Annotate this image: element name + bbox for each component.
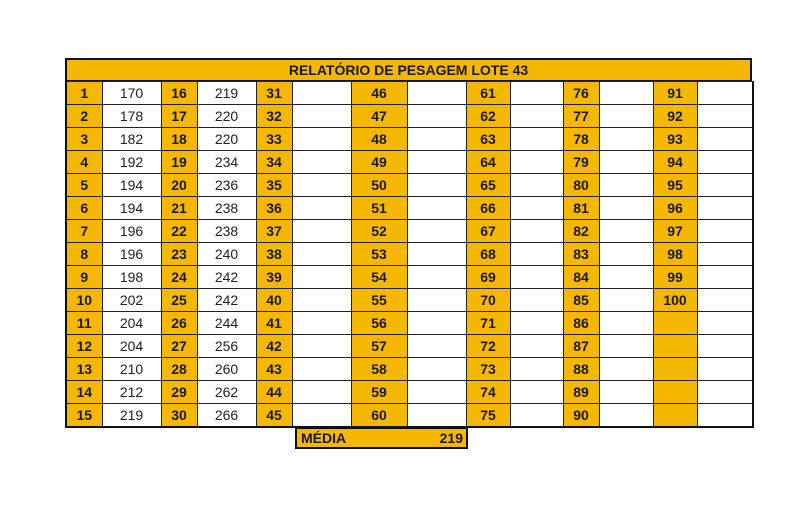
weight-value-cell[interactable]: 196 — [102, 220, 161, 243]
weight-value-cell[interactable] — [407, 151, 466, 174]
weight-value-cell[interactable] — [697, 105, 753, 128]
weight-value-cell[interactable] — [407, 105, 466, 128]
weight-value-cell[interactable] — [599, 82, 653, 105]
animal-number-cell: 85 — [563, 289, 599, 312]
animal-number-cell: 76 — [563, 82, 599, 105]
animal-number-cell: 66 — [466, 197, 510, 220]
animal-number-cell: 89 — [563, 381, 599, 404]
animal-number-cell: 2 — [66, 105, 102, 128]
weight-value-cell[interactable]: 242 — [197, 266, 256, 289]
animal-number-cell: 3 — [66, 128, 102, 151]
animal-number-cell: 54 — [351, 266, 407, 289]
weight-value-cell[interactable] — [292, 312, 351, 335]
animal-number-cell: 28 — [161, 358, 197, 381]
animal-number-cell: 19 — [161, 151, 197, 174]
animal-number-cell: 23 — [161, 243, 197, 266]
weight-value-cell[interactable] — [599, 151, 653, 174]
weight-value-cell[interactable] — [292, 220, 351, 243]
animal-number-cell: 17 — [161, 105, 197, 128]
weight-value-cell[interactable] — [697, 174, 753, 197]
animal-number-cell: 56 — [351, 312, 407, 335]
animal-number-cell: 37 — [256, 220, 292, 243]
weight-value-cell[interactable] — [599, 381, 653, 404]
animal-number-cell: 74 — [466, 381, 510, 404]
weight-value-cell[interactable] — [407, 358, 466, 381]
weight-value-cell[interactable]: 256 — [197, 335, 256, 358]
animal-number-cell: 21 — [161, 197, 197, 220]
animal-number-cell: 15 — [66, 404, 102, 428]
animal-number-cell: 31 — [256, 82, 292, 105]
animal-number-cell: 70 — [466, 289, 510, 312]
weight-value-cell[interactable] — [599, 312, 653, 335]
weight-value-cell[interactable] — [292, 82, 351, 105]
weight-value-cell[interactable] — [599, 243, 653, 266]
weight-value-cell[interactable] — [510, 220, 563, 243]
weight-value-cell[interactable] — [292, 358, 351, 381]
animal-number-cell: 24 — [161, 266, 197, 289]
animal-number-cell: 99 — [653, 266, 697, 289]
animal-number-cell: 77 — [563, 105, 599, 128]
animal-number-cell: 78 — [563, 128, 599, 151]
weight-value-cell[interactable]: 234 — [197, 151, 256, 174]
animal-number-cell: 96 — [653, 197, 697, 220]
average-summary-box — [295, 427, 468, 449]
animal-number-cell: 97 — [653, 220, 697, 243]
weight-value-cell[interactable] — [292, 404, 351, 428]
weight-value-cell[interactable] — [697, 312, 753, 335]
animal-number-cell: 68 — [466, 243, 510, 266]
table-row — [66, 197, 753, 220]
animal-number-cell: 32 — [256, 105, 292, 128]
weight-value-cell[interactable] — [599, 105, 653, 128]
animal-number-cell: 14 — [66, 381, 102, 404]
weight-value-cell[interactable] — [510, 151, 563, 174]
animal-number-cell: 4 — [66, 151, 102, 174]
weight-value-cell[interactable] — [599, 335, 653, 358]
animal-number-cell: 93 — [653, 128, 697, 151]
animal-number-cell: 82 — [563, 220, 599, 243]
weight-value-cell[interactable] — [599, 197, 653, 220]
animal-number-cell: 52 — [351, 220, 407, 243]
animal-number-cell: 45 — [256, 404, 292, 428]
animal-number-cell: 18 — [161, 128, 197, 151]
animal-number-cell — [653, 312, 697, 335]
weight-value-cell[interactable] — [407, 266, 466, 289]
animal-number-cell: 61 — [466, 82, 510, 105]
animal-number-cell: 25 — [161, 289, 197, 312]
animal-number-cell: 87 — [563, 335, 599, 358]
weight-value-cell[interactable] — [697, 381, 753, 404]
weight-value-cell[interactable]: 170 — [102, 82, 161, 105]
animal-number-cell: 75 — [466, 404, 510, 428]
animal-number-cell: 11 — [66, 312, 102, 335]
animal-number-cell: 67 — [466, 220, 510, 243]
animal-number-cell: 10 — [66, 289, 102, 312]
table-row — [66, 289, 753, 312]
weight-value-cell[interactable]: 260 — [197, 358, 256, 381]
weight-value-cell[interactable] — [292, 174, 351, 197]
table-row — [66, 151, 753, 174]
weight-value-cell[interactable] — [697, 404, 753, 428]
weight-value-cell[interactable] — [292, 266, 351, 289]
weight-value-cell[interactable] — [292, 105, 351, 128]
table-row — [66, 128, 753, 151]
weight-value-cell[interactable] — [407, 243, 466, 266]
weight-value-cell[interactable] — [599, 404, 653, 428]
animal-number-cell: 53 — [351, 243, 407, 266]
table-row — [66, 312, 753, 335]
animal-number-cell: 73 — [466, 358, 510, 381]
weighing-grid — [65, 81, 754, 428]
weight-value-cell[interactable] — [407, 312, 466, 335]
weight-value-cell[interactable] — [407, 197, 466, 220]
weight-value-cell[interactable] — [599, 289, 653, 312]
animal-number-cell: 39 — [256, 266, 292, 289]
weight-value-cell[interactable] — [510, 358, 563, 381]
weight-value-cell[interactable]: 194 — [102, 197, 161, 220]
weight-value-cell[interactable] — [697, 197, 753, 220]
average-label: MÉDIA — [301, 430, 347, 446]
weight-value-cell[interactable] — [697, 358, 753, 381]
weight-value-cell[interactable] — [407, 289, 466, 312]
weight-value-cell[interactable] — [697, 266, 753, 289]
animal-number-cell: 40 — [256, 289, 292, 312]
weight-value-cell[interactable] — [510, 381, 563, 404]
animal-number-cell: 90 — [563, 404, 599, 428]
weight-value-cell[interactable] — [697, 128, 753, 151]
animal-number-cell — [653, 335, 697, 358]
weight-value-cell[interactable] — [407, 404, 466, 428]
weight-value-cell[interactable] — [697, 289, 753, 312]
animal-number-cell: 59 — [351, 381, 407, 404]
table-row — [66, 82, 753, 105]
weight-value-cell[interactable]: 178 — [102, 105, 161, 128]
animal-number-cell — [653, 358, 697, 381]
animal-number-cell: 13 — [66, 358, 102, 381]
table-row — [66, 358, 753, 381]
animal-number-cell: 12 — [66, 335, 102, 358]
weight-value-cell[interactable] — [510, 197, 563, 220]
weight-value-cell[interactable]: 198 — [102, 266, 161, 289]
weight-value-cell[interactable] — [510, 312, 563, 335]
animal-number-cell: 86 — [563, 312, 599, 335]
weight-value-cell[interactable] — [292, 289, 351, 312]
weight-value-cell[interactable]: 202 — [102, 289, 161, 312]
table-row — [66, 266, 753, 289]
weighing-report-sheet — [65, 58, 752, 428]
animal-number-cell: 92 — [653, 105, 697, 128]
animal-number-cell: 55 — [351, 289, 407, 312]
weight-value-cell[interactable] — [292, 151, 351, 174]
animal-number-cell: 81 — [563, 197, 599, 220]
animal-number-cell: 27 — [161, 335, 197, 358]
animal-number-cell: 47 — [351, 105, 407, 128]
animal-number-cell: 34 — [256, 151, 292, 174]
animal-number-cell: 38 — [256, 243, 292, 266]
animal-number-cell: 5 — [66, 174, 102, 197]
animal-number-cell: 51 — [351, 197, 407, 220]
animal-number-cell: 91 — [653, 82, 697, 105]
animal-number-cell: 16 — [161, 82, 197, 105]
weight-value-cell[interactable] — [407, 335, 466, 358]
weight-value-cell[interactable]: 204 — [102, 335, 161, 358]
weight-value-cell[interactable] — [292, 128, 351, 151]
weight-value-cell[interactable]: 182 — [102, 128, 161, 151]
table-row — [66, 335, 753, 358]
weight-value-cell[interactable]: 220 — [197, 128, 256, 151]
weight-value-cell[interactable] — [407, 174, 466, 197]
animal-number-cell: 33 — [256, 128, 292, 151]
animal-number-cell: 49 — [351, 151, 407, 174]
report-title: RELATÓRIO DE PESAGEM LOTE 43 — [65, 58, 752, 81]
animal-number-cell: 62 — [466, 105, 510, 128]
weight-value-cell[interactable] — [292, 243, 351, 266]
weight-value-cell[interactable] — [510, 335, 563, 358]
weight-value-cell[interactable] — [599, 358, 653, 381]
weight-value-cell[interactable]: 238 — [197, 220, 256, 243]
animal-number-cell: 71 — [466, 312, 510, 335]
weight-value-cell[interactable] — [292, 197, 351, 220]
weight-value-cell[interactable] — [510, 289, 563, 312]
weight-value-cell[interactable] — [510, 243, 563, 266]
table-row — [66, 243, 753, 266]
animal-number-cell: 7 — [66, 220, 102, 243]
weight-value-cell[interactable] — [292, 381, 351, 404]
weight-value-cell[interactable] — [697, 82, 753, 105]
animal-number-cell: 44 — [256, 381, 292, 404]
weight-value-cell[interactable]: 266 — [197, 404, 256, 428]
weight-value-cell[interactable] — [510, 404, 563, 428]
weight-value-cell[interactable] — [697, 335, 753, 358]
animal-number-cell: 42 — [256, 335, 292, 358]
table-row — [66, 404, 753, 428]
weight-value-cell[interactable] — [697, 220, 753, 243]
animal-number-cell: 80 — [563, 174, 599, 197]
animal-number-cell: 20 — [161, 174, 197, 197]
weight-value-cell[interactable] — [697, 151, 753, 174]
weight-value-cell[interactable] — [599, 220, 653, 243]
animal-number-cell: 46 — [351, 82, 407, 105]
weight-value-cell[interactable] — [599, 174, 653, 197]
weight-value-cell[interactable]: 204 — [102, 312, 161, 335]
weight-value-cell[interactable]: 210 — [102, 358, 161, 381]
weight-value-cell[interactable]: 220 — [197, 105, 256, 128]
weight-value-cell[interactable]: 238 — [197, 197, 256, 220]
weight-value-cell[interactable]: 219 — [102, 404, 161, 428]
animal-number-cell: 35 — [256, 174, 292, 197]
animal-number-cell: 48 — [351, 128, 407, 151]
table-row — [66, 174, 753, 197]
animal-number-cell: 63 — [466, 128, 510, 151]
weight-value-cell[interactable] — [407, 128, 466, 151]
weight-value-cell[interactable] — [407, 82, 466, 105]
weight-value-cell[interactable] — [510, 174, 563, 197]
weight-value-cell[interactable]: 240 — [197, 243, 256, 266]
animal-number-cell: 26 — [161, 312, 197, 335]
weight-value-cell[interactable]: 192 — [102, 151, 161, 174]
animal-number-cell: 84 — [563, 266, 599, 289]
weight-value-cell[interactable] — [599, 266, 653, 289]
animal-number-cell: 60 — [351, 404, 407, 428]
weight-value-cell[interactable]: 196 — [102, 243, 161, 266]
animal-number-cell: 29 — [161, 381, 197, 404]
animal-number-cell: 58 — [351, 358, 407, 381]
animal-number-cell: 6 — [66, 197, 102, 220]
animal-number-cell: 72 — [466, 335, 510, 358]
weight-value-cell[interactable] — [510, 105, 563, 128]
table-row — [66, 105, 753, 128]
weight-value-cell[interactable]: 219 — [197, 82, 256, 105]
animal-number-cell: 30 — [161, 404, 197, 428]
animal-number-cell: 43 — [256, 358, 292, 381]
animal-number-cell: 100 — [653, 289, 697, 312]
weight-value-cell[interactable] — [510, 266, 563, 289]
animal-number-cell: 88 — [563, 358, 599, 381]
animal-number-cell: 9 — [66, 266, 102, 289]
animal-number-cell: 1 — [66, 82, 102, 105]
animal-number-cell: 41 — [256, 312, 292, 335]
weight-value-cell[interactable] — [407, 220, 466, 243]
animal-number-cell — [653, 404, 697, 428]
weight-value-cell[interactable]: 242 — [197, 289, 256, 312]
weight-value-cell[interactable] — [599, 128, 653, 151]
animal-number-cell: 94 — [653, 151, 697, 174]
animal-number-cell: 64 — [466, 151, 510, 174]
animal-number-cell: 83 — [563, 243, 599, 266]
animal-number-cell — [653, 381, 697, 404]
animal-number-cell: 57 — [351, 335, 407, 358]
animal-number-cell: 50 — [351, 174, 407, 197]
weight-value-cell[interactable]: 262 — [197, 381, 256, 404]
animal-number-cell: 22 — [161, 220, 197, 243]
weight-value-cell[interactable] — [407, 381, 466, 404]
weight-value-cell[interactable] — [510, 128, 563, 151]
weight-value-cell[interactable] — [292, 335, 351, 358]
animal-number-cell: 95 — [653, 174, 697, 197]
weight-value-cell[interactable]: 236 — [197, 174, 256, 197]
table-row — [66, 381, 753, 404]
weight-value-cell[interactable] — [697, 243, 753, 266]
table-row — [66, 220, 753, 243]
average-value: 219 — [439, 430, 463, 446]
animal-number-cell: 65 — [466, 174, 510, 197]
animal-number-cell: 8 — [66, 243, 102, 266]
animal-number-cell: 69 — [466, 266, 510, 289]
weight-value-cell[interactable]: 194 — [102, 174, 161, 197]
animal-number-cell: 98 — [653, 243, 697, 266]
animal-number-cell: 79 — [563, 151, 599, 174]
weight-value-cell[interactable] — [510, 82, 563, 105]
weight-value-cell[interactable]: 244 — [197, 312, 256, 335]
animal-number-cell: 36 — [256, 197, 292, 220]
weight-value-cell[interactable]: 212 — [102, 381, 161, 404]
